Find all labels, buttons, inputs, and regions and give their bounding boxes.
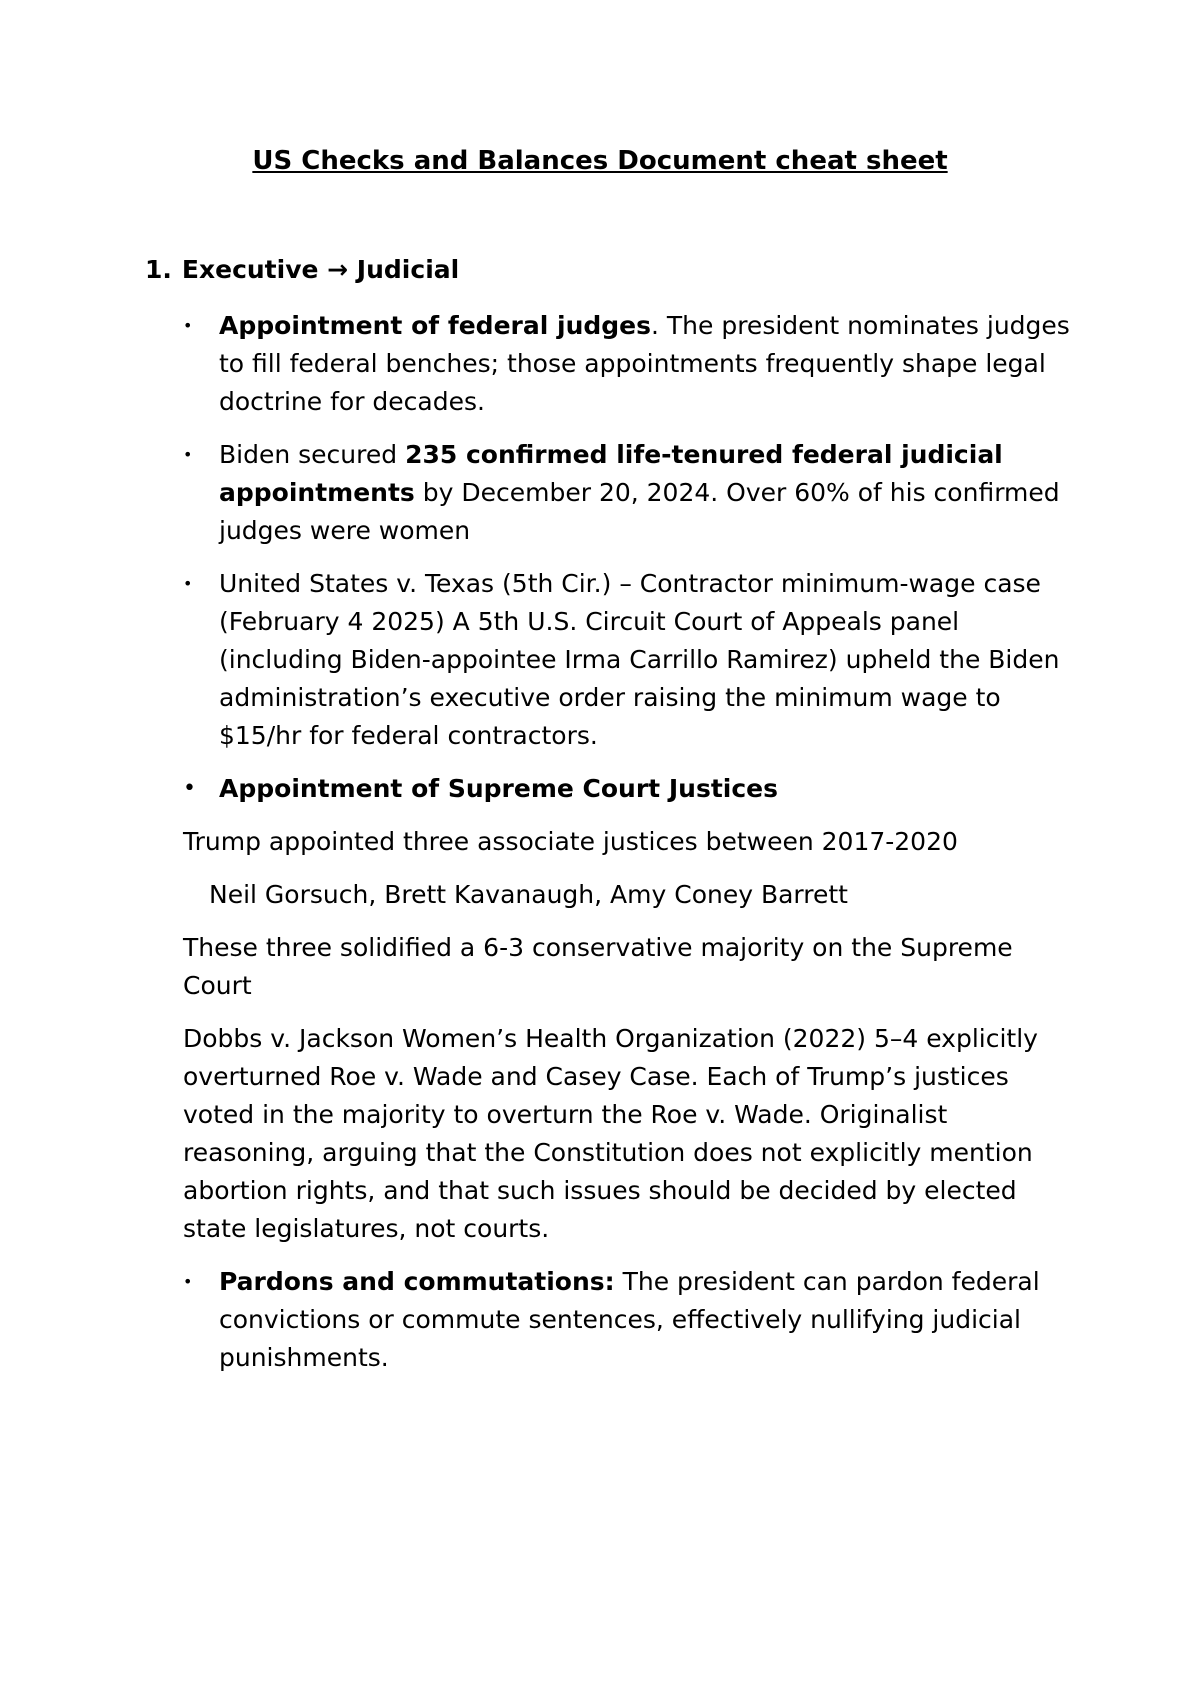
bullet-text: The president can pardon federal convictions or commute sentences, effectively nullifying judicial punishments.: [219, 1267, 1040, 1372]
bullet-bold-text: 235 confirmed life-tenured federal judicial appointments: [219, 440, 1003, 507]
section-number: 1.: [145, 255, 172, 284]
bullet-bold-text: Appointment of Supreme Court Justices: [219, 774, 778, 803]
bullet-text-post: by December 20, 2024. Over 60% of his confirmed judges were women: [219, 478, 1060, 545]
bullet-supreme-court: [183, 770, 1083, 808]
bullet-bold-text: Pardons and commutations:: [219, 1267, 615, 1296]
paragraph-dobbs: Dobbs v. Jackson Women’s Health Organization (2022) 5–4 explicitly overturned Roe v. Wade and Casey Case. Each of Trump’s justices voted in the majority to overturn the Roe v. Wade. Originalist reasoning, arguing that the Constitution does not explicitly mention abortion rights, and that such issues should be decided by elected state legislatures, not courts.: [183, 1024, 1038, 1243]
document-title: US Checks and Balances Document cheat sheet: [252, 146, 948, 176]
paragraph-conservative-majority: These three solidified a 6-3 conservative majority on the Supreme Court: [183, 933, 1013, 1000]
bullet-text: . The president nominates judges to fill federal benches; those appointments frequently shape legal doctrine for decades.: [219, 311, 1070, 416]
bullet-dot: •: [183, 1272, 193, 1291]
section-heading-text: Executive → Judicial: [181, 255, 460, 284]
paragraph-justice-names: Neil Gorsuch, Brett Kavanaugh, Amy Coney Barrett: [209, 880, 848, 909]
bullet-us-v-texas: [183, 565, 1083, 755]
bullet-dot: •: [183, 316, 193, 335]
paragraph-trump-appointed: Trump appointed three associate justices between 2017-2020: [183, 827, 958, 856]
bullet-text: United States v. Texas (5th Cir.) – Contractor minimum-wage case (February 4 2025) A 5th U.S. Circuit Court of Appeals panel (including Biden-appointee Irma Carrillo Ramirez) upheld the Biden administration’s executive order raising the minimum wage to $15/hr for federal contractors.: [219, 569, 1060, 750]
bullet-federal-judges: [183, 307, 1083, 421]
bullet-dot: •: [183, 776, 196, 801]
bullet-text-pre: Biden secured: [219, 440, 406, 469]
section-content: [183, 307, 1083, 1392]
bullet-dot: •: [183, 574, 193, 593]
bullet-dot: •: [183, 445, 193, 464]
bullet-biden-appointments: [183, 436, 1083, 550]
section-heading: [145, 252, 459, 288]
bullet-pardons: [183, 1263, 1083, 1377]
bullet-bold-text: Appointment of federal judges: [219, 311, 651, 340]
